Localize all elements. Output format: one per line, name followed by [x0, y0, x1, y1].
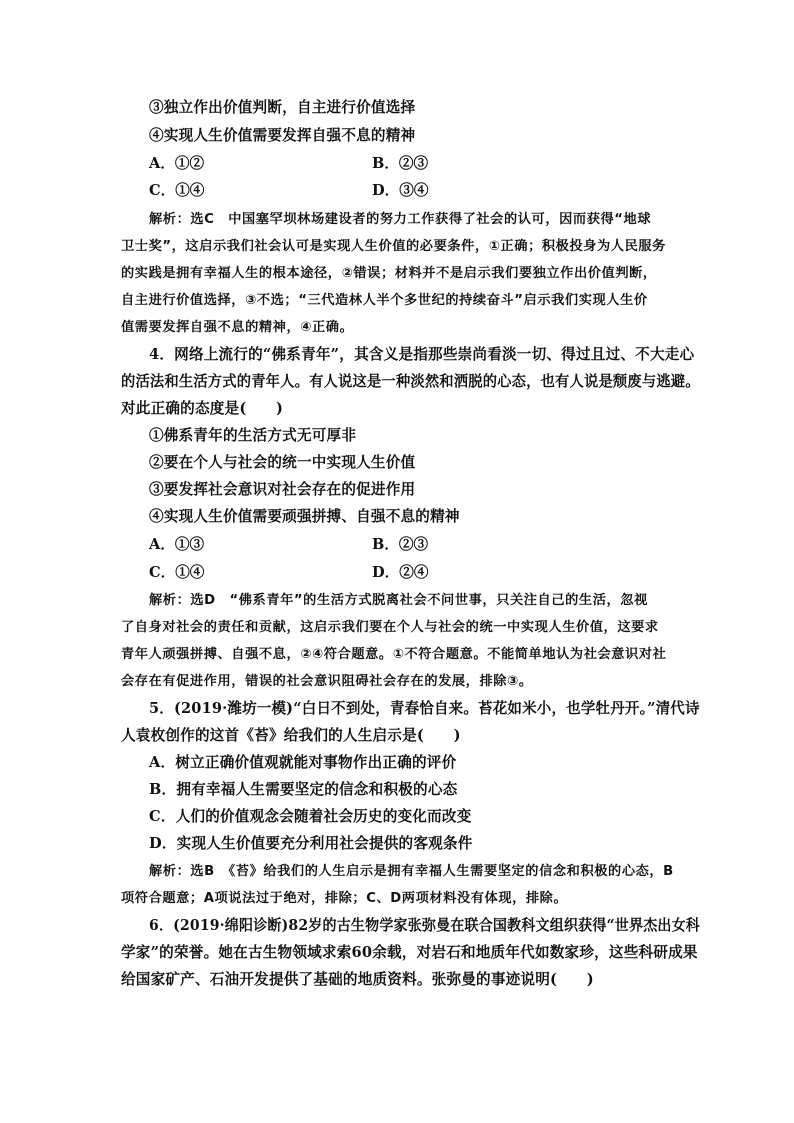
- q5-option-d: D．实现人生价值要充分利用社会提供的客观条件: [149, 835, 473, 852]
- q4-item-3: ③要发挥社会意识对社会存在的促进作用: [149, 481, 416, 498]
- q6-stem-line: 学家”的荣誉。她在古生物领域求索60余载，对岩石和地质年代如数家珍，这些科研成果: [121, 944, 698, 961]
- q3-item-3: ③独立作出价值判断，自主进行价值选择: [149, 99, 416, 116]
- q4-item-1: ①佛系青年的生活方式无可厚非: [149, 427, 357, 444]
- q3-option-b: B．②③: [372, 155, 429, 172]
- q3-item-4: ④实现人生价值需要发挥自强不息的精神: [149, 127, 416, 144]
- q5-option-a: A．树立正确价值观就能对事物作出正确的评价: [149, 754, 457, 771]
- q3-option-a: A．①②: [149, 155, 205, 172]
- q5-option-c: C．人们的价值观念会随着社会历史的变化而改变: [149, 808, 472, 825]
- q3-explanation-line: 的实践是拥有幸福人生的根本途径，②错误；材料并不是启示我们要独立作出价值判断，: [121, 266, 657, 281]
- q4-option-b: B．②③: [372, 536, 429, 553]
- q3-explanation-line: 自主进行价值选择，③不选；“三代造林人半个多世纪的持续奋斗”启示我们实现人生价: [121, 293, 648, 308]
- q5-explanation-line: 项符合题意；A项说法过于绝对，排除；C、D两项材料没有体现，排除。: [121, 891, 568, 906]
- q4-stem-line: 的活法和生活方式的青年人。有人说这是一种淡然和洒脱的心态，也有人说是颓废与逃避。: [121, 373, 700, 390]
- q3-option-c: C．①④: [149, 182, 205, 199]
- q5-stem-line: 人袁枚创作的这首《苔》给我们的人生启示是( ): [121, 727, 461, 744]
- q4-stem-line: 对此正确的态度是( ): [121, 400, 284, 417]
- q3-explanation-line: 值需要发挥自强不息的精神，④正确。: [121, 320, 354, 335]
- q3-explanation-line: 卫士奖”，这启示我们社会认可是实现人生价值的必要条件，①正确；积极投身为人民服务: [121, 239, 666, 254]
- q4-explanation-line: 会存在有促进作用，错误的社会意识阻碍社会存在的发展，排除③。: [121, 674, 533, 689]
- q6-stem-line: 给国家矿产、石油开发提供了基础的地质资料。张弥曼的事迹说明( ): [121, 971, 594, 988]
- q4-item-4: ④实现人生价值需要顽强拼搏、自强不息的精神: [149, 508, 460, 525]
- q4-item-2: ②要在个人与社会的统一中实现人生价值: [149, 454, 416, 471]
- q4-option-d: D．②④: [372, 564, 429, 581]
- q4-option-a: A．①③: [149, 536, 205, 553]
- q4-explanation-line: 了自身对社会的责任和贡献，这启示我们要在个人与社会的统一中实现人生价值，这要求: [121, 620, 659, 635]
- q3-option-d: D．③④: [372, 182, 429, 199]
- q4-explanation-line: 青年人顽强拼搏、自强不息，②④符合题意。①不符合题意。不能简单地认为社会意识对社: [121, 647, 667, 662]
- q5-explanation-line: 解析：选B 《苔》给我们的人生启示是拥有幸福人生需要坚定的信念和积极的心态，B: [149, 864, 674, 879]
- q6-stem-line: 6．(2019·绵阳诊断)82岁的古生物学家张弥曼在联合国教科文组织获得“世界杰出女科: [149, 917, 701, 934]
- q4-explanation-line: 解析：选D “佛系青年”的生活方式脱离社会不问世事，只关注自己的生活，忽视: [149, 593, 648, 608]
- q4-stem-line: 4．网络上流行的“佛系青年”，其含义是指那些崇尚看淡一切、得过且过、不大走心: [149, 346, 695, 363]
- q5-option-b: B．拥有幸福人生需要坚定的信念和积极的心态: [149, 781, 458, 798]
- q5-stem-line: 5．(2019·潍坊一模)“白日不到处，青春恰自来。苔花如米小，也学牡丹开。”清代诗: [149, 700, 700, 717]
- q3-explanation-line: 解析：选C 中国塞罕坝林场建设者的努力工作获得了社会的认可，因而获得“地球: [149, 212, 652, 227]
- q4-option-c: C．①④: [149, 564, 205, 581]
